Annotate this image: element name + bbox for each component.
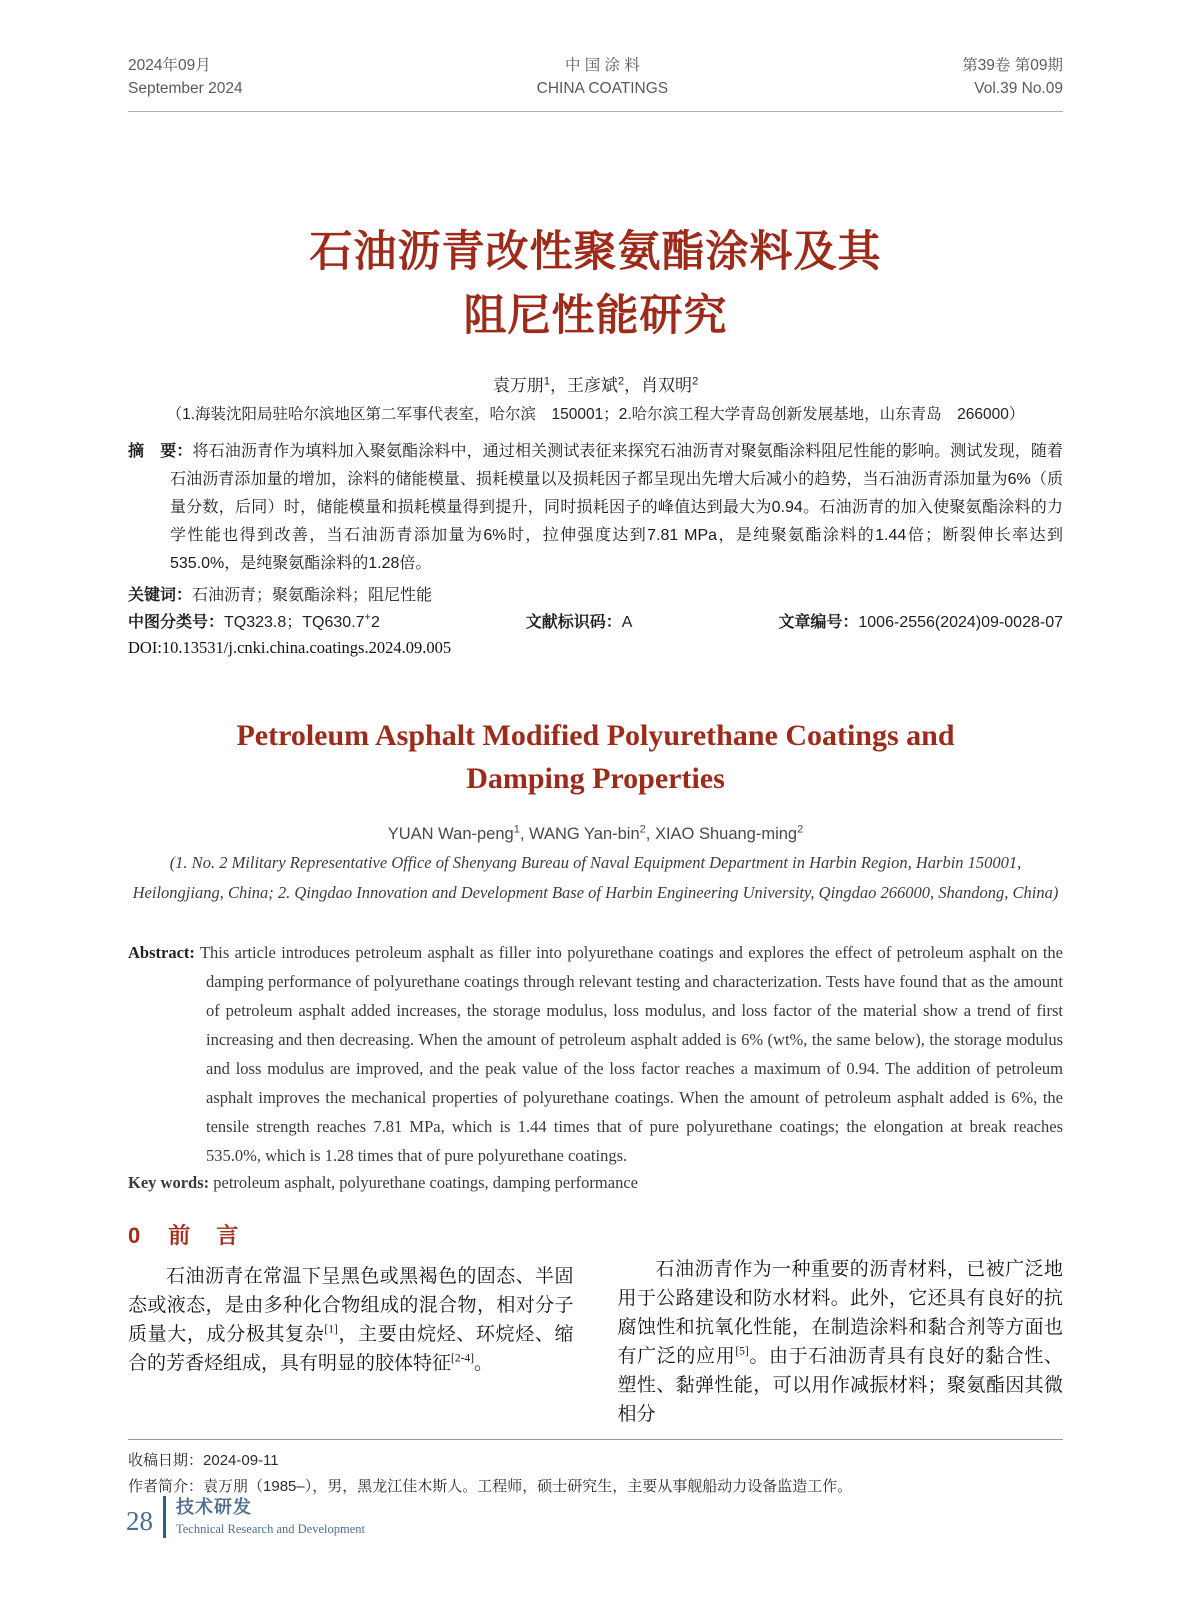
header-left — [128, 54, 243, 101]
issue-en: Vol.39 No.09 — [974, 80, 1063, 98]
author-en-3-sup: 2 — [797, 823, 804, 836]
author-bio-label: 作者简介： — [128, 1478, 204, 1496]
intro-paragraph-left — [128, 1262, 574, 1378]
abstract-cn — [128, 438, 1063, 578]
intro-paragraph-right — [618, 1255, 1064, 1429]
journal-name-cn: 中 国 涂 料 — [564, 57, 640, 74]
authors-en — [128, 825, 1063, 844]
abstract-en-text: This article introduces petroleum asphalt as filler into polyurethane coatings and explores the effect of petroleum asphalt on the damping performance of polyurethane coatings through relevant testing and characterization. Tests have found that as the amount of petroleum asphalt added increases, the storage modulus, loss modulus, and loss factor of the material show a trend of first increasing and then decreasing. When the amount of petroleum asphalt added is 6% (wt%, the same below), the storage modulus and loss modulus are improved, and the peak value of the loss factor reaches a maximum of 0.94. The addition of petroleum asphalt improves the mechanical properties of polyurethane coatings. When the amount of petroleum asphalt added is 6%, the tensile strength reaches 7.81 MPa, which is 1.44 times that of pure polyurethane coatings; the elongation at break reaches 535.0%, which is 1.28 times that of pure polyurethane coatings. — [199, 943, 1064, 1166]
keywords-cn — [128, 582, 1063, 605]
author-cn-1-sup: 1 — [543, 374, 550, 387]
column-name-cn: 技术研发 — [176, 1497, 252, 1518]
authors-cn — [128, 371, 1063, 396]
column-left — [128, 1219, 574, 1429]
article-title-en — [128, 714, 1063, 801]
author-cn-2: 王彦斌 — [566, 375, 618, 395]
title-cn-line1: 石油沥青改性聚氨酯涂料及其 — [309, 227, 882, 276]
intro-left-seg1: 石油沥青在常温下呈黑色或黑褐色的固态、半固态或液态，是由多种化合物组成的混合物，相对分子质量大，成分极其复杂 — [128, 1266, 574, 1346]
journal-name-en: CHINA COATINGS — [536, 80, 669, 98]
column-name — [176, 1497, 365, 1537]
keywords-cn-text: 石油沥青；聚氨酯涂料；阻尼性能 — [192, 586, 433, 604]
footer-divider-bar — [163, 1496, 166, 1538]
intro-right-seg1: 石油沥青作为一种重要的沥青材料，已被广泛地用于公路建设和防水材料。此外，它还具有良好的抗腐蚀性和抗氧化性能，在制造涂料和黏合剂等方面也有广泛的应用 — [617, 1259, 1063, 1368]
author-en-2-sup: 2 — [639, 823, 646, 836]
abstract-en-label: Abstract: — [128, 943, 195, 963]
intro-left-seg3: 。 — [474, 1353, 494, 1375]
footnote-divider — [128, 1439, 1063, 1440]
meta-row — [128, 609, 1063, 632]
clc-label: 中图分类号： — [128, 613, 225, 631]
author-en-1-sup: 1 — [513, 823, 520, 836]
doi: DOI:10.13531/j.cnki.china.coatings.2024.09.005 — [128, 637, 452, 657]
citation-ref-2-4: [2-4] — [451, 1353, 475, 1366]
article-id-label: 文章编号： — [778, 613, 859, 631]
journal-header — [128, 54, 1063, 112]
issue-cn: 第39卷 第09期 — [962, 57, 1063, 74]
title-en-line1: Petroleum Asphalt Modified Polyurethane Coatings and — [236, 718, 955, 752]
intro-left-seg2: ，主要由烷烃、环烷烃、缩合的芳香烃组成，具有明显的胶体特征 — [128, 1324, 574, 1375]
body-columns — [128, 1219, 1063, 1429]
received-date-label: 收稿日期： — [128, 1452, 204, 1470]
citation-ref-5: [5] — [735, 1346, 749, 1359]
footnotes — [128, 1448, 1063, 1500]
document-code — [526, 609, 633, 632]
author-en-sep-1: , — [519, 825, 529, 844]
abstract-cn-label: 摘 要： — [128, 442, 193, 460]
keywords-cn-label: 关键词： — [128, 586, 193, 604]
footer-column-mark — [126, 1496, 365, 1538]
author-cn-3: 肖双明 — [641, 375, 693, 395]
title-en-line2: Damping Properties — [466, 762, 725, 795]
abstract-en — [128, 938, 1063, 1170]
header-issue — [962, 54, 1063, 101]
affiliation-en: (1. No. 2 Military Representative Office of Shenyang Bureau of Naval Equipment Department in Harbin Region, Harbin 150001, Heilongjiang, China; 2. Qingdao Innovation and Development Base of Harbin Engineering University, Qingdao 266000, Shandong, China) — [132, 853, 1059, 903]
author-cn-sep-2: ， — [624, 375, 642, 395]
article-id — [778, 609, 1063, 632]
document-code-label: 文献标识码： — [525, 613, 622, 631]
clc-value: TQ323.8；TQ630.7 — [224, 613, 365, 631]
column-right — [618, 1219, 1064, 1429]
received-date — [128, 1448, 1063, 1474]
intro-right-seg2: 。由于石油沥青具有良好的黏合性、塑性、黏弹性能，可以用作减振材料；聚氨酯因其微相分 — [617, 1346, 1063, 1426]
citation-ref-1: [1] — [324, 1324, 338, 1337]
column-name-en: Technical Research and Development — [176, 1521, 365, 1536]
author-en-2: WANG Yan-bin — [529, 825, 640, 844]
header-date-cn: 2024年09月 — [128, 57, 211, 74]
section-number: 0 — [128, 1223, 141, 1249]
article-id-value: 1006-2556(2024)09-0028-07 — [858, 613, 1063, 631]
page-number: 28 — [126, 1505, 153, 1536]
clc-tail: 2 — [370, 613, 380, 631]
clc-sup: + — [364, 611, 371, 624]
keywords-en — [128, 1173, 1063, 1193]
section-heading-intro — [128, 1219, 574, 1250]
keywords-en-text: petroleum asphalt, polyurethane coatings, damping performance — [213, 1173, 638, 1193]
keywords-en-label: Key words: — [128, 1173, 210, 1193]
document-code-value: A — [621, 613, 633, 631]
header-date-en: September 2024 — [128, 80, 243, 98]
clc-number — [128, 609, 380, 632]
article-title-cn — [128, 220, 1063, 349]
author-bio-value: 袁万朋（1985–），男，黑龙江佳木斯人。工程师，硕士研究生，主要从事舰船动力设备监造工作。 — [203, 1478, 853, 1496]
received-date-value: 2024-09-11 — [203, 1452, 279, 1470]
author-en-sep-2: , — [645, 825, 655, 844]
author-cn-3-sup: 2 — [692, 374, 699, 387]
author-en-1: YUAN Wan-peng — [387, 825, 514, 844]
affiliation-cn: （1.海装沈阳局驻哈尔滨地区第二军事代表室，哈尔滨 150001；2.哈尔滨工程大学青岛创新发展基地，山东青岛 266000） — [166, 405, 1025, 423]
author-cn-2-sup: 2 — [617, 374, 625, 387]
title-cn-line2: 阻尼性能研究 — [463, 292, 728, 340]
author-en-3: XIAO Shuang-ming — [654, 825, 798, 844]
header-journal-name — [537, 54, 668, 101]
abstract-cn-text: 将石油沥青作为填料加入聚氨酯涂料中，通过相关测试表征来探究石油沥青对聚氨酯涂料阻尼性能的影响。测试发现，随着石油沥青添加量的增加，涂料的储能模量、损耗模量以及损耗因子都呈现出先增大后减小的趋势，当石油沥青添加量为6%（质量分数，后同）时，储能模量和损耗模量得到提升，同时损耗因子的峰值达到最大为0.94。石油沥青的加入使聚氨酯涂料的力学性能也得到改善，当石油沥青添加量为6%时，拉伸强度达到7.81 MPa，是纯聚氨酯涂料的1.44倍；断裂伸长率达到535.0%，是纯聚氨酯涂料的1.28倍。 — [170, 442, 1063, 572]
section-title: 前 言 — [168, 1223, 241, 1249]
author-cn-sep-1: ， — [549, 375, 567, 395]
author-cn-1: 袁万朋 — [492, 375, 544, 395]
